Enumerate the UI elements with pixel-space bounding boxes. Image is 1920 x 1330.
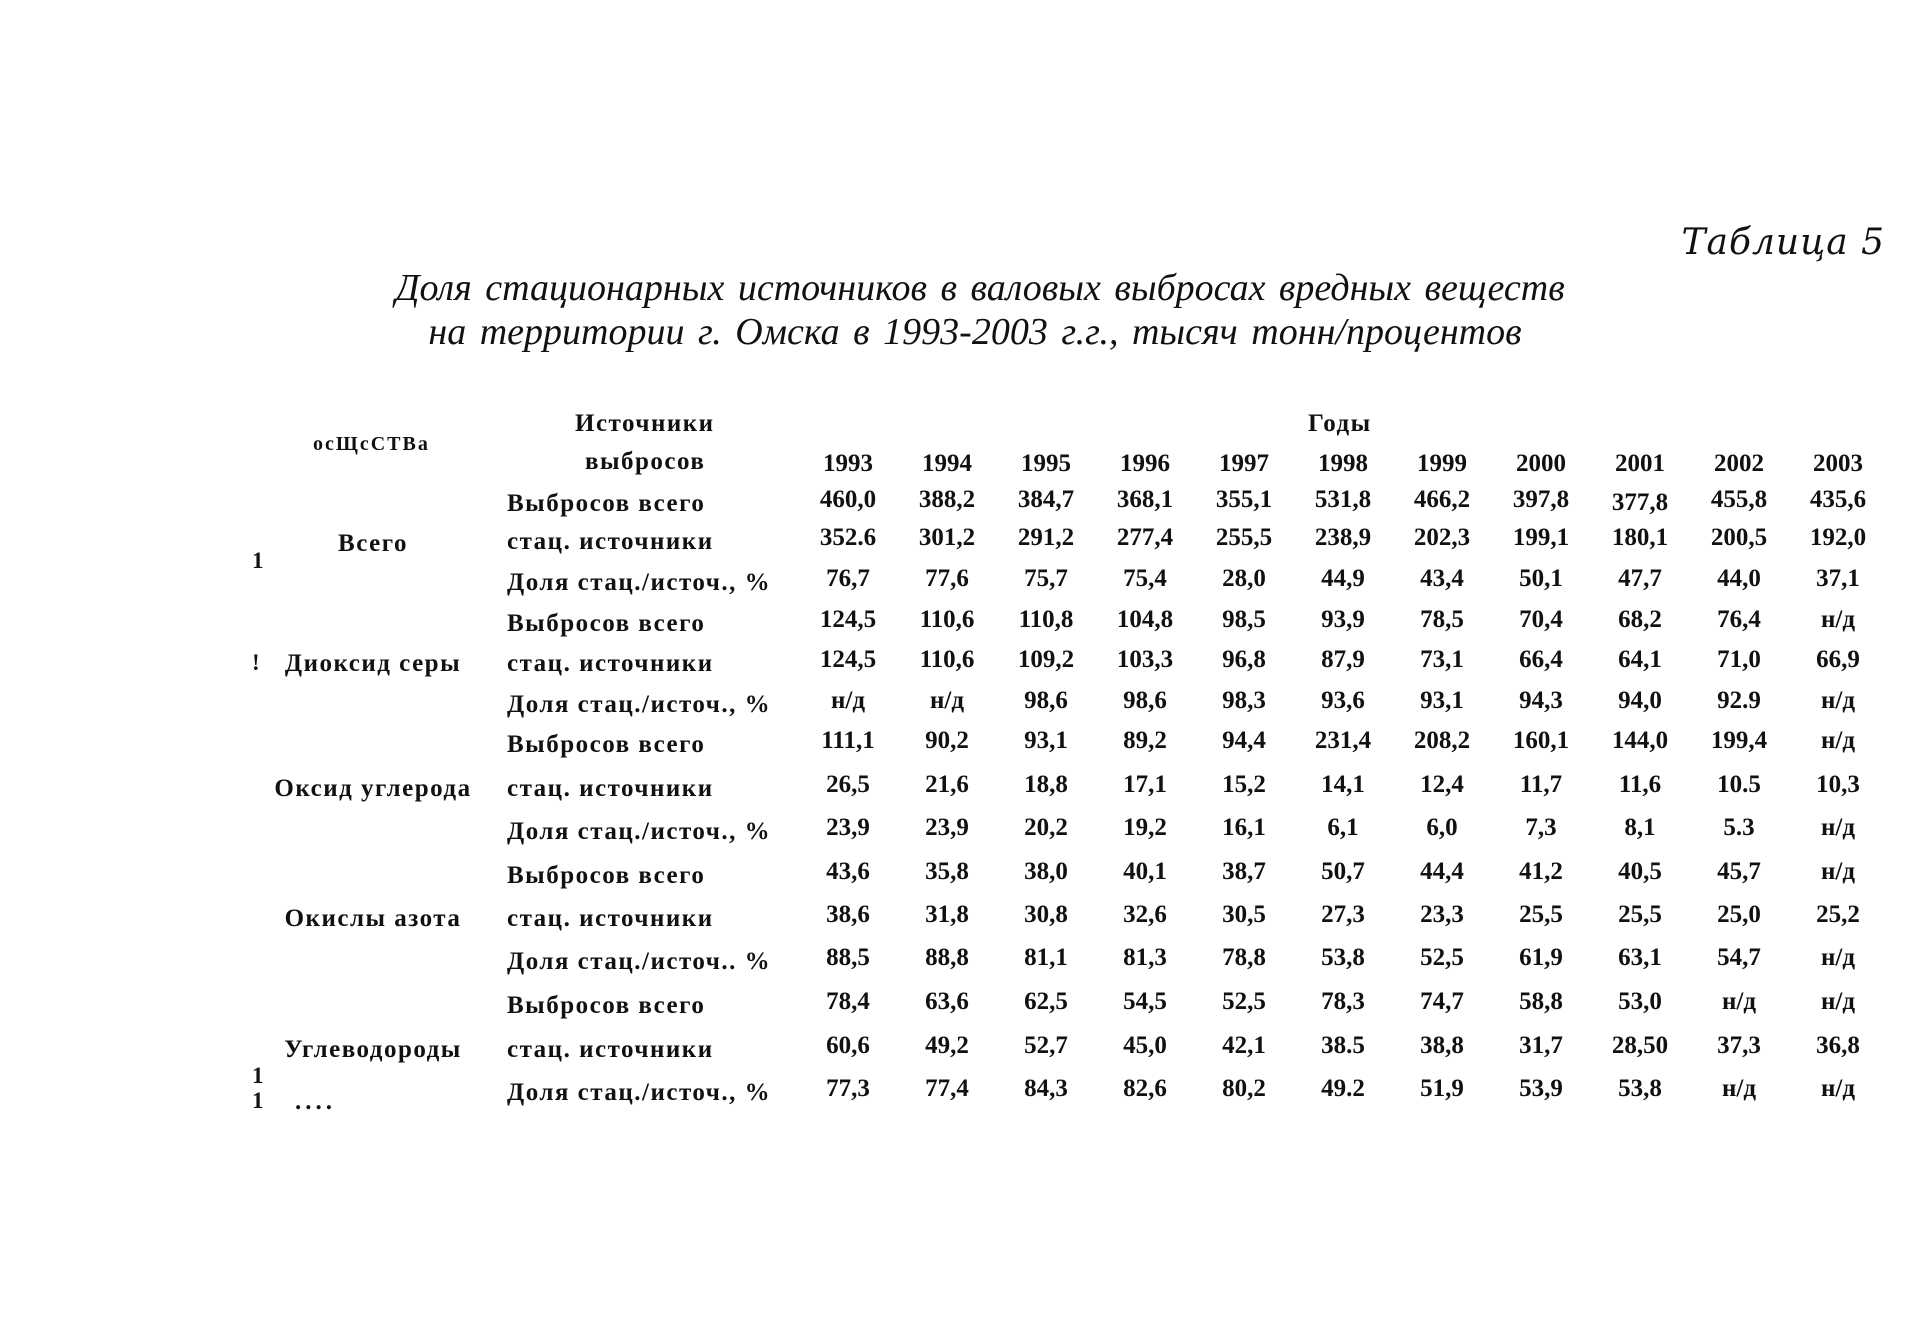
table-cell: 98,6 (1123, 687, 1167, 714)
table-cell: 110,6 (919, 646, 975, 673)
table-cell: 49,2 (925, 1032, 969, 1059)
table-cell: 77,6 (925, 565, 969, 592)
table-cell: 76,4 (1717, 606, 1761, 633)
table-cell: 52,7 (1024, 1032, 1068, 1059)
table-cell: 377,8 (1611, 489, 1669, 516)
table-cell: 455,8 (1710, 486, 1768, 513)
table-cell: 14,1 (1321, 771, 1365, 798)
table-cell: 6,1 (1327, 814, 1359, 841)
table-cell: 45,7 (1717, 858, 1761, 885)
table-cell: 66,4 (1519, 646, 1563, 673)
table-cell: 38,0 (1024, 858, 1068, 885)
table-cell: 80,2 (1222, 1075, 1266, 1102)
table-cell: 28,0 (1222, 565, 1266, 592)
table-cell: 355,1 (1215, 486, 1273, 513)
table-cell: 368,1 (1116, 486, 1174, 513)
table-cell: 84,3 (1024, 1075, 1068, 1102)
table-cell: 53,8 (1618, 1075, 1662, 1102)
table-cell: 88,5 (826, 944, 870, 971)
table-cell: 54,7 (1717, 944, 1761, 971)
table-cell: 466,2 (1413, 486, 1471, 513)
table-cell: 20,2 (1024, 814, 1068, 841)
table-cell: 51,9 (1420, 1075, 1464, 1102)
source-label: Выбросов всего (507, 862, 706, 889)
table-cell: н/д (1821, 858, 1855, 885)
table-cell: 23,9 (826, 814, 870, 841)
table-cell: 36,8 (1816, 1032, 1860, 1059)
table-cell: н/д (1821, 1075, 1855, 1102)
header-year-1997: 1997 (1219, 450, 1269, 477)
table-cell: 26,5 (826, 771, 870, 798)
header-year-2002: 2002 (1714, 450, 1764, 477)
header-years: Годы (1308, 410, 1372, 437)
table-cell: 6,0 (1426, 814, 1458, 841)
table-cell: 71,0 (1717, 646, 1761, 673)
table-cell: н/д (1722, 988, 1756, 1015)
table-cell: 75,4 (1123, 565, 1167, 592)
table-cell: 53,0 (1618, 988, 1662, 1015)
table-cell: 388,2 (918, 486, 976, 513)
table-cell: 202,3 (1413, 524, 1471, 551)
table-cell: 23,3 (1420, 901, 1464, 928)
table-cell: 78,4 (826, 988, 870, 1015)
header-year-2003: 2003 (1813, 450, 1863, 477)
table-cell: 11,7 (1519, 771, 1563, 798)
table-cell: 94,0 (1618, 687, 1662, 714)
table-cell: 78,3 (1321, 988, 1365, 1015)
source-label: стац. источники (507, 650, 714, 677)
table-cell: 63,6 (925, 988, 969, 1015)
table-cell: 110,6 (919, 606, 975, 633)
table-cell: 41,2 (1519, 858, 1563, 885)
table-cell: 5.3 (1723, 814, 1755, 841)
header-year-1998: 1998 (1318, 450, 1368, 477)
table-cell: 144,0 (1611, 727, 1669, 754)
table-cell: 40,1 (1123, 858, 1167, 885)
table-cell: 92.9 (1717, 687, 1761, 714)
table-cell: 89,2 (1123, 727, 1167, 754)
table-cell: н/д (1722, 1075, 1756, 1102)
table-cell: 109,2 (1017, 646, 1075, 673)
table-cell: 53,8 (1321, 944, 1365, 971)
table-cell: 384,7 (1017, 486, 1075, 513)
table-cell: 200,5 (1710, 524, 1768, 551)
table-cell: 74,7 (1420, 988, 1464, 1015)
table-cell: 90,2 (925, 727, 969, 754)
table-cell: 37,1 (1816, 565, 1860, 592)
table-cell: 192,0 (1809, 524, 1867, 551)
table-cell: н/д (1821, 814, 1855, 841)
table-cell: 44,9 (1321, 565, 1365, 592)
table-cell: 17,1 (1123, 771, 1167, 798)
table-cell: 291,2 (1017, 524, 1075, 551)
table-number-label: Таблица 5 (1681, 222, 1885, 263)
table-cell: 28,50 (1611, 1032, 1669, 1059)
table-cell: 68,2 (1618, 606, 1662, 633)
table-cell: 50,1 (1519, 565, 1563, 592)
table-cell: 87,9 (1321, 646, 1365, 673)
header-sources-line-2: выбросов (585, 448, 706, 475)
table-cell: 238,9 (1314, 524, 1372, 551)
table-cell: 70,4 (1519, 606, 1563, 633)
table-cell: 180,1 (1611, 524, 1669, 551)
table-cell: 35,8 (925, 858, 969, 885)
table-cell: 11,6 (1618, 771, 1662, 798)
source-label: стац. источники (507, 1036, 714, 1063)
table-cell: 124,5 (819, 646, 877, 673)
table-cell: 30,5 (1222, 901, 1266, 928)
table-cell: 45,0 (1123, 1032, 1167, 1059)
table-cell: 531,8 (1314, 486, 1372, 513)
table-cell: 98,5 (1222, 606, 1266, 633)
table-cell: 25,0 (1717, 901, 1761, 928)
table-cell: н/д (1821, 606, 1855, 633)
table-cell: н/д (1821, 727, 1855, 754)
table-cell: 103,3 (1116, 646, 1174, 673)
row-mark: ! (252, 650, 260, 675)
table-cell: 93,1 (1420, 687, 1464, 714)
source-label: Доля стац./источ., % (507, 1079, 772, 1106)
table-cell: 93,6 (1321, 687, 1365, 714)
table-cell: 231,4 (1314, 727, 1372, 754)
table-cell: н/д (1821, 988, 1855, 1015)
table-cell: 42,1 (1222, 1032, 1266, 1059)
table-cell: 96,8 (1222, 646, 1266, 673)
table-cell: 81,1 (1024, 944, 1068, 971)
table-cell: н/д (831, 687, 865, 714)
table-cell: 25,2 (1816, 901, 1860, 928)
table-cell: 38,6 (826, 901, 870, 928)
header-year-1996: 1996 (1120, 450, 1170, 477)
table-cell: 104,8 (1116, 606, 1174, 633)
source-label: Доля стац./источ., % (507, 691, 772, 718)
table-cell: 50,7 (1321, 858, 1365, 885)
table-cell: 52,5 (1420, 944, 1464, 971)
table-cell: 63,1 (1618, 944, 1662, 971)
table-cell: 94,3 (1519, 687, 1563, 714)
table-cell: 52,5 (1222, 988, 1266, 1015)
source-label: Выбросов всего (507, 992, 706, 1019)
substance-name: Диоксид серы (284, 650, 462, 677)
table-cell: 62,5 (1024, 988, 1068, 1015)
source-label: стац. источники (507, 528, 714, 555)
table-cell: 255,5 (1215, 524, 1273, 551)
table-cell: 82,6 (1123, 1075, 1167, 1102)
table-cell: 81,3 (1123, 944, 1167, 971)
table-cell: 435,6 (1809, 486, 1867, 513)
table-cell: 31,7 (1519, 1032, 1563, 1059)
table-cell: 160,1 (1512, 727, 1570, 754)
header-year-1995: 1995 (1021, 450, 1071, 477)
table-cell: 8,1 (1624, 814, 1656, 841)
table-title-line-1: Доля стационарных источников в валовых выбросах вредных веществ (395, 267, 1565, 309)
table-cell: 98,6 (1024, 687, 1068, 714)
source-label: Выбросов всего (507, 490, 706, 517)
table-cell: 43,4 (1420, 565, 1464, 592)
source-label: стац. источники (507, 905, 714, 932)
row-mark: 1 (252, 1063, 264, 1088)
table-cell: 7,3 (1525, 814, 1557, 841)
table-cell: 301,2 (918, 524, 976, 551)
substance-name: Углеводороды (284, 1036, 462, 1063)
table-cell: 10.5 (1717, 771, 1761, 798)
table-cell: 25,5 (1618, 901, 1662, 928)
table-cell: 31,8 (925, 901, 969, 928)
table-cell: 110,8 (1018, 606, 1074, 633)
table-cell: 60,6 (826, 1032, 870, 1059)
table-cell: 23,9 (925, 814, 969, 841)
substance-name: Окислы азота (284, 905, 462, 932)
table-cell: 77,3 (826, 1075, 870, 1102)
table-cell: 44,4 (1420, 858, 1464, 885)
row-mark: 1 (252, 1088, 264, 1113)
source-label: Выбросов всего (507, 610, 706, 637)
table-cell: 38,7 (1222, 858, 1266, 885)
table-cell: 16,1 (1222, 814, 1266, 841)
table-cell: 93,9 (1321, 606, 1365, 633)
table-title-line-2: на территории г. Омска в 1993-2003 г.г., тысяч тонн/процентов (428, 311, 1522, 353)
table-cell: 43,6 (826, 858, 870, 885)
table-cell: 10,3 (1816, 771, 1860, 798)
table-cell: 64,1 (1618, 646, 1662, 673)
header-year-1993: 1993 (823, 450, 873, 477)
header-year-2000: 2000 (1516, 450, 1566, 477)
table-cell: 78,8 (1222, 944, 1266, 971)
table-cell: 18,8 (1024, 771, 1068, 798)
table-cell: 44,0 (1717, 565, 1761, 592)
table-cell: 66,9 (1816, 646, 1860, 673)
table-cell: 30,8 (1024, 901, 1068, 928)
table-cell: 75,7 (1024, 565, 1068, 592)
table-cell: 199,4 (1710, 727, 1768, 754)
table-cell: 78,5 (1420, 606, 1464, 633)
table-cell: 94,4 (1222, 727, 1266, 754)
table-cell: 19,2 (1123, 814, 1167, 841)
table-cell: 21,6 (925, 771, 969, 798)
table-cell: н/д (1821, 944, 1855, 971)
table-cell: 93,1 (1024, 727, 1068, 754)
source-label: Доля стац./источ.. % (507, 948, 772, 975)
source-label: Доля стац./источ., % (507, 818, 772, 845)
header-sources-line-1: Источники (575, 410, 715, 437)
source-label: стац. источники (507, 775, 714, 802)
table-cell: 53,9 (1519, 1075, 1563, 1102)
table-cell: н/д (930, 687, 964, 714)
table-cell: 25,5 (1519, 901, 1563, 928)
table-cell: 12,4 (1420, 771, 1464, 798)
header-year-2001: 2001 (1615, 450, 1665, 477)
table-cell: 32,6 (1123, 901, 1167, 928)
table-cell: 77,4 (925, 1075, 969, 1102)
substance-name: Всего (338, 530, 408, 557)
source-label: Доля стац./источ., % (507, 569, 772, 596)
table-cell: 98,3 (1222, 687, 1266, 714)
table-cell: 27,3 (1321, 901, 1365, 928)
header-year-1999: 1999 (1417, 450, 1467, 477)
table-cell: 73,1 (1420, 646, 1464, 673)
table-cell: 40,5 (1618, 858, 1662, 885)
table-cell: 208,2 (1413, 727, 1471, 754)
table-cell: 61,9 (1519, 944, 1563, 971)
table-cell: 199,1 (1512, 524, 1570, 551)
table-cell: 124,5 (819, 606, 877, 633)
header-year-1994: 1994 (922, 450, 972, 477)
table-cell: 397,8 (1512, 486, 1570, 513)
row-dots: .... (295, 1088, 336, 1115)
source-label: Выбросов всего (507, 731, 706, 758)
table-cell: 38.5 (1321, 1032, 1365, 1059)
table-cell: 47,7 (1618, 565, 1662, 592)
table-cell: 15,2 (1222, 771, 1266, 798)
table-cell: н/д (1821, 687, 1855, 714)
table-cell: 37,3 (1717, 1032, 1761, 1059)
header-substance: осЩсСТВа (313, 433, 430, 455)
table-cell: 38,8 (1420, 1032, 1464, 1059)
table-cell: 49.2 (1321, 1075, 1365, 1102)
row-mark: 1 (252, 548, 264, 573)
table-cell: 88,8 (925, 944, 969, 971)
table-cell: 460,0 (819, 486, 877, 513)
table-cell: 76,7 (826, 565, 870, 592)
table-cell: 352.6 (819, 524, 877, 551)
table-cell: 277,4 (1116, 524, 1174, 551)
table-cell: 58,8 (1519, 988, 1563, 1015)
table-cell: 54,5 (1123, 988, 1167, 1015)
table-cell: 111,1 (821, 727, 875, 754)
substance-name: Оксид углерода (274, 775, 472, 802)
